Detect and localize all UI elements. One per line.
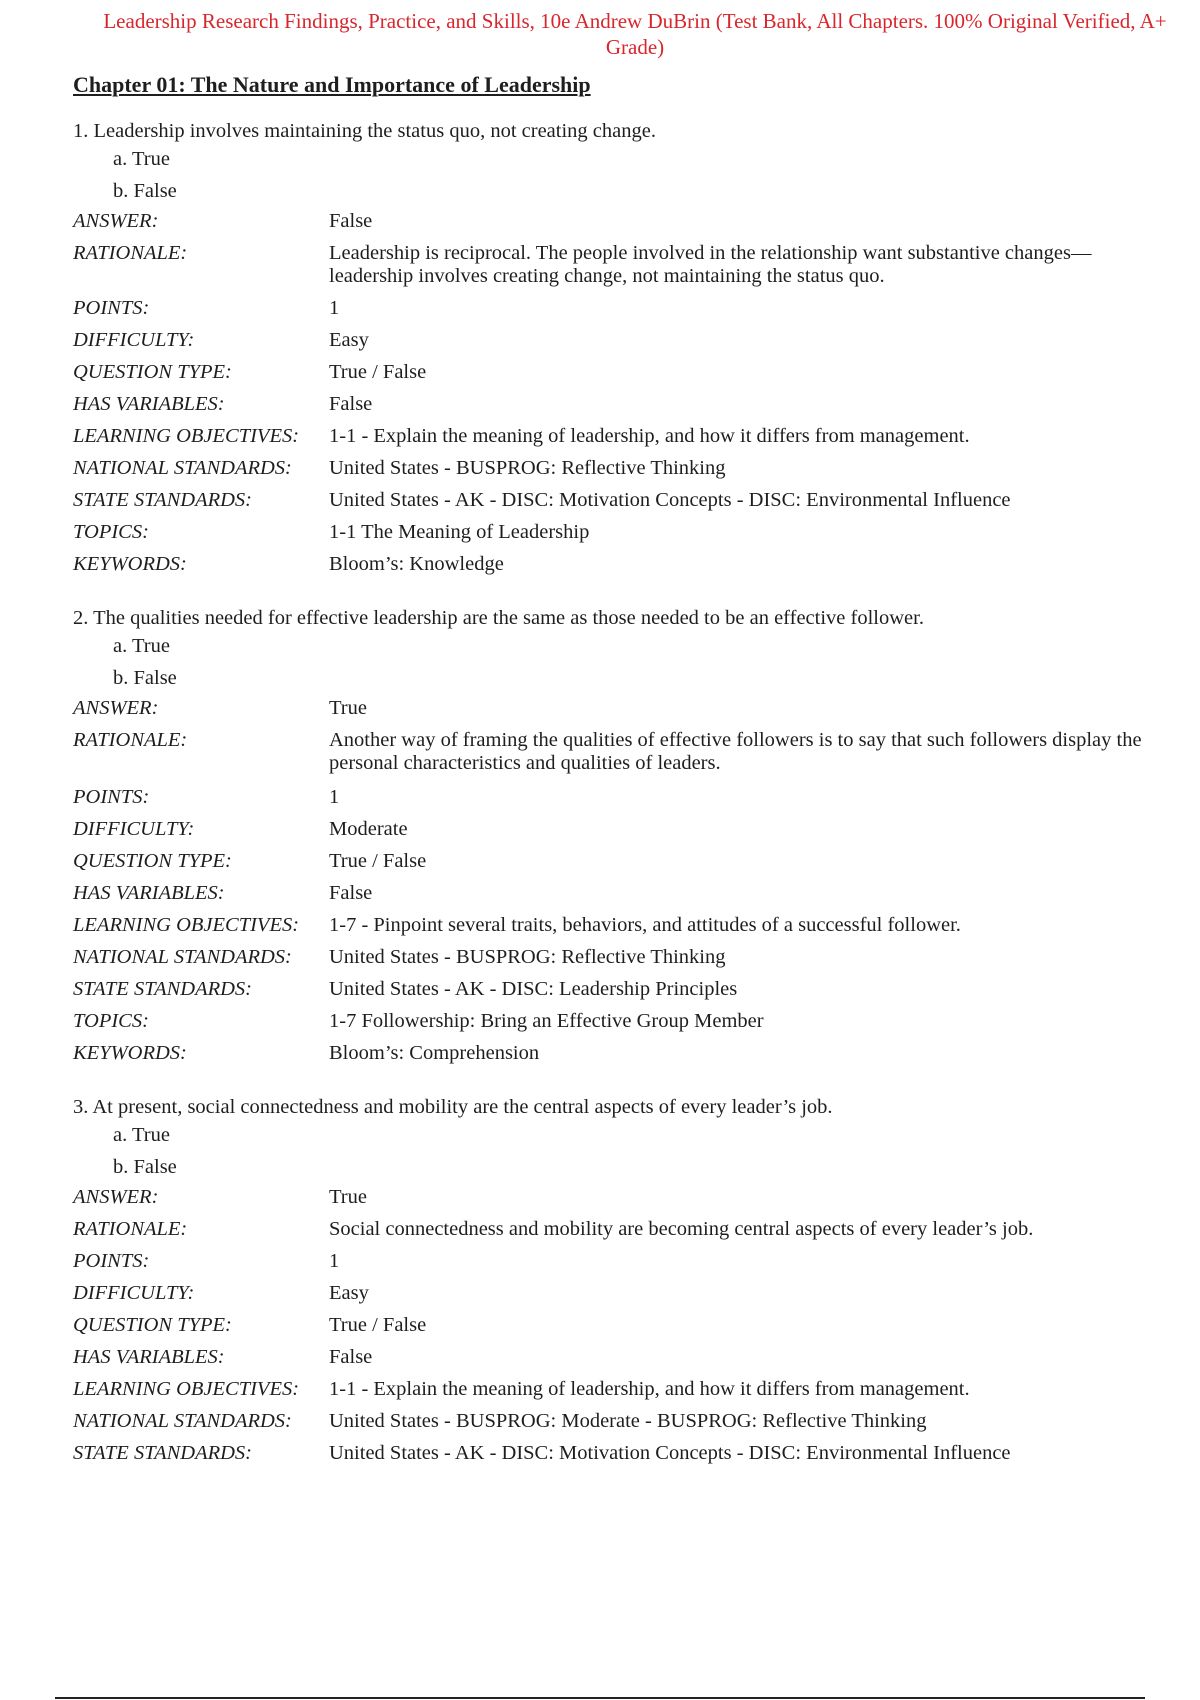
meta-has-variables [73,1346,1163,1378]
meta-value: 1-1 The Meaning of Leadership [329,521,590,543]
meta-value: United States - AK - DISC: Motivation Concepts - DISC: Environmental Influence [329,489,1011,511]
meta-value: 1-1 - Explain the meaning of leadership, and how it differs from management. [329,1378,970,1400]
question-stem: 1. Leadership involves maintaining the status quo, not creating change. [73,120,656,142]
meta-label: STATE STANDARDS: [73,978,252,1000]
meta-label: POINTS: [73,786,150,808]
meta-learning-objectives [73,1378,1163,1410]
meta-label: KEYWORDS: [73,1042,187,1064]
meta-state-standards [73,1442,1163,1474]
meta-has-variables [73,393,1163,425]
meta-state-standards [73,978,1163,1010]
question-stem: 3. At present, social connectedness and mobility are the central aspects of every leader’s job. [73,1096,833,1118]
meta-difficulty [73,1282,1163,1314]
meta-value: United States - AK - DISC: Leadership Principles [329,978,738,1000]
meta-label: ANSWER: [73,697,159,719]
meta-question-type [73,850,1163,882]
meta-rationale [73,242,1163,297]
question-1 [73,118,1163,585]
meta-label: KEYWORDS: [73,553,187,575]
meta-label: QUESTION TYPE: [73,361,232,383]
question-stem: 2. The qualities needed for effective leadership are the same as those needed to be an effective follower. [73,607,924,629]
meta-national-standards [73,457,1163,489]
meta-value: Social connectedness and mobility are becoming central aspects of every leader’s job. [329,1218,1034,1240]
meta-national-standards [73,1410,1163,1442]
meta-label: DIFFICULTY: [73,818,195,840]
meta-difficulty [73,818,1163,850]
meta-points [73,786,1163,818]
meta-value: False [329,393,373,415]
meta-label: RATIONALE: [73,242,188,264]
meta-points [73,1250,1163,1282]
meta-label: TOPICS: [73,1010,149,1032]
meta-value: True / False [329,1314,427,1336]
meta-value: 1 [329,786,340,808]
meta-value: 1-7 - Pinpoint several traits, behaviors, and attitudes of a successful follower. [329,914,961,936]
option-false: b. False [113,180,177,202]
meta-value: United States - BUSPROG: Moderate - BUSPROG: Reflective Thinking [329,1410,927,1432]
meta-value: Leadership is reciprocal. The people involved in the relationship want substantive changes—leadership involves creating change, not maintaining the status quo. [329,242,1092,287]
meta-label: NATIONAL STANDARDS: [73,457,292,479]
meta-learning-objectives [73,425,1163,457]
question-2 [73,605,1163,1074]
option-true: a. True [113,1124,170,1146]
document-header: Leadership Research Findings, Practice, and Skills, 10e Andrew DuBrin (Test Bank, All Chapters. 100% Original Verified, A+ Grade) [103,9,1167,59]
meta-label: ANSWER: [73,1186,159,1208]
meta-label: DIFFICULTY: [73,329,195,351]
meta-label: RATIONALE: [73,1218,188,1240]
meta-label: POINTS: [73,297,150,319]
meta-value: United States - BUSPROG: Reflective Thinking [329,457,726,479]
meta-label: DIFFICULTY: [73,1282,195,1304]
meta-value: 1-1 - Explain the meaning of leadership, and how it differs from management. [329,425,970,447]
meta-label: STATE STANDARDS: [73,489,252,511]
meta-topics [73,521,1163,553]
meta-label: STATE STANDARDS: [73,1442,252,1464]
meta-value: 1 [329,1250,340,1272]
meta-label: LEARNING OBJECTIVES: [73,1378,300,1400]
meta-learning-objectives [73,914,1163,946]
meta-difficulty [73,329,1163,361]
option-false: b. False [113,1156,177,1178]
meta-value: False [329,1346,373,1368]
meta-value: True [329,697,367,719]
meta-keywords [73,1042,1163,1074]
meta-value: United States - BUSPROG: Reflective Thinking [329,946,726,968]
meta-question-type [73,1314,1163,1346]
meta-label: NATIONAL STANDARDS: [73,1410,292,1432]
meta-points [73,297,1163,329]
meta-value: Another way of framing the qualities of effective followers is to say that such followers display the personal characteristics and qualities of leaders. [329,729,1142,774]
meta-national-standards [73,946,1163,978]
meta-value: True / False [329,850,427,872]
meta-label: HAS VARIABLES: [73,1346,225,1368]
meta-value: 1-7 Followership: Bring an Effective Group Member [329,1010,764,1032]
meta-answer [73,210,1163,242]
meta-answer [73,697,1163,729]
meta-label: LEARNING OBJECTIVES: [73,914,300,936]
meta-value: True [329,1186,367,1208]
question-3 [73,1094,1163,1474]
meta-label: LEARNING OBJECTIVES: [73,425,300,447]
meta-label: HAS VARIABLES: [73,393,225,415]
meta-label: POINTS: [73,1250,150,1272]
option-true: a. True [113,635,170,657]
meta-rationale [73,729,1163,786]
meta-value: Bloom’s: Knowledge [329,553,504,575]
meta-value: False [329,210,373,232]
meta-value: Easy [329,1282,369,1304]
meta-topics [73,1010,1163,1042]
meta-label: RATIONALE: [73,729,188,751]
meta-question-type [73,361,1163,393]
meta-label: TOPICS: [73,521,149,543]
meta-value: United States - AK - DISC: Motivation Concepts - DISC: Environmental Influence [329,1442,1011,1464]
meta-rationale [73,1218,1163,1250]
meta-value: False [329,882,373,904]
meta-value: Moderate [329,818,408,840]
page-bottom-rule [55,1697,1145,1699]
meta-value: Bloom’s: Comprehension [329,1042,540,1064]
meta-keywords [73,553,1163,585]
meta-label: ANSWER: [73,210,159,232]
meta-state-standards [73,489,1163,521]
meta-label: QUESTION TYPE: [73,1314,232,1336]
meta-value: 1 [329,297,340,319]
meta-label: NATIONAL STANDARDS: [73,946,292,968]
meta-value: True / False [329,361,427,383]
option-true: a. True [113,148,170,170]
meta-has-variables [73,882,1163,914]
meta-value: Easy [329,329,369,351]
meta-label: HAS VARIABLES: [73,882,225,904]
option-false: b. False [113,667,177,689]
meta-label: QUESTION TYPE: [73,850,232,872]
meta-answer [73,1186,1163,1218]
chapter-title: Chapter 01: The Nature and Importance of Leadership [73,72,591,97]
